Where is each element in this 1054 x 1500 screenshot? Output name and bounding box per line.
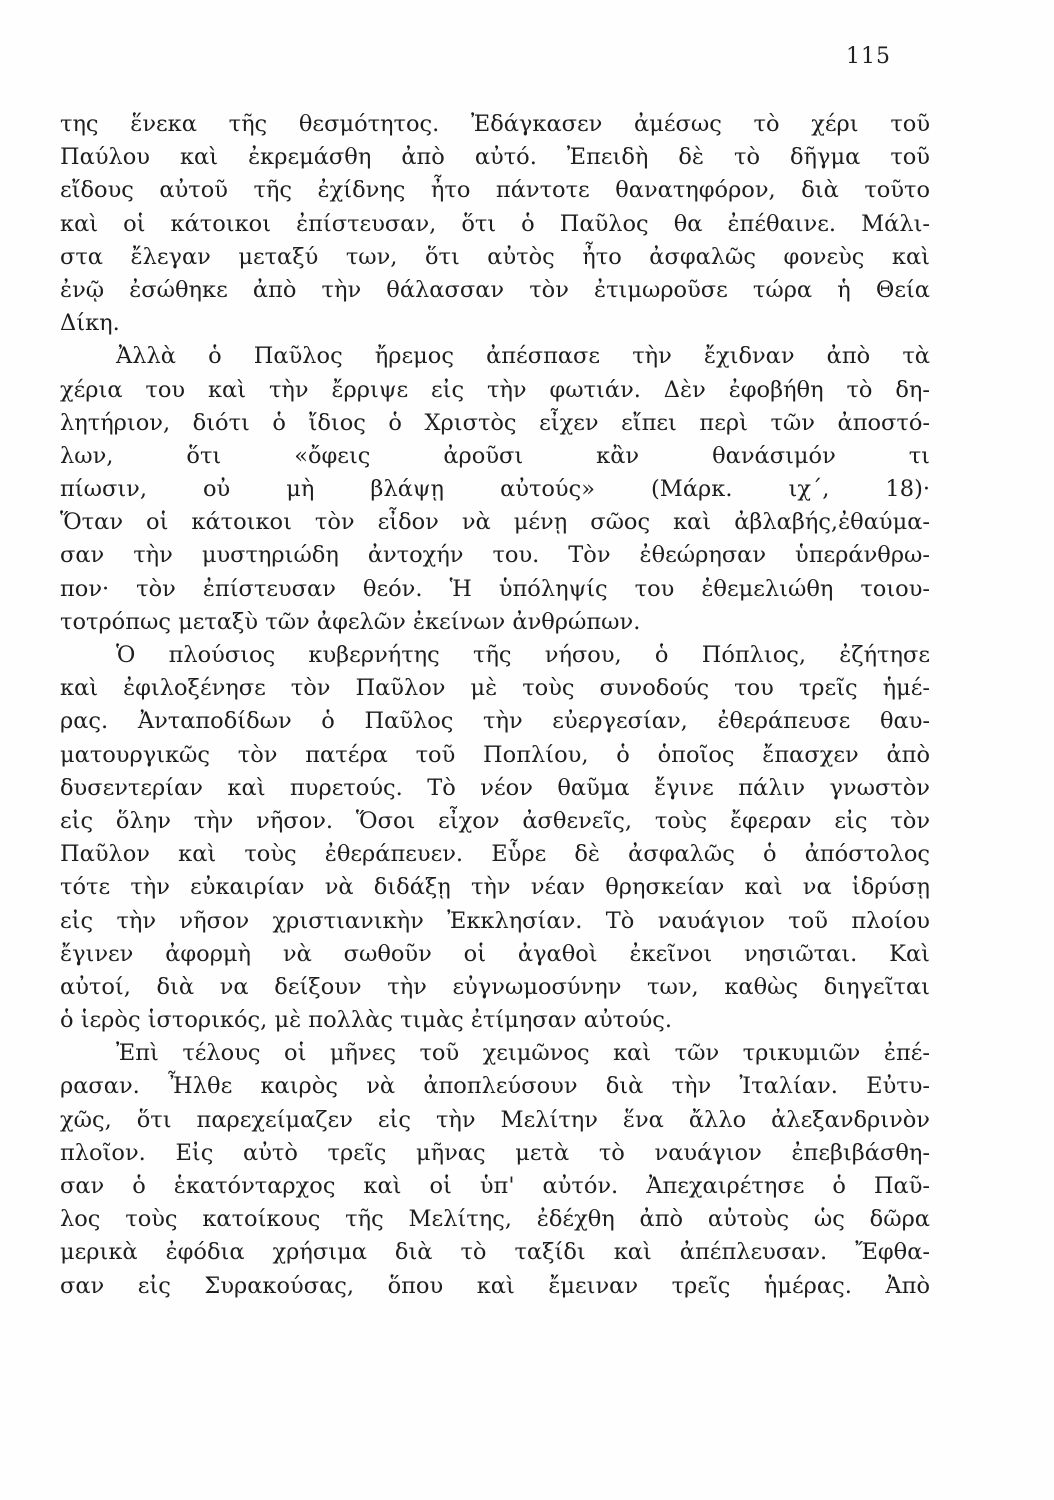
text-line: εἰς τὴν νῆσον χριστιανικὴν Ἐκκλησίαν. Τὸ ναυάγιον τοῦ πλοίου	[60, 907, 930, 934]
text-line: λητήριον, διότι ὁ ἴδιος ὁ Χριστὸς εἶχεν εἴπει περὶ τῶν ἀποστό-	[60, 409, 930, 436]
text-line: πλοῖον. Εἰς αὐτὸ τρεῖς μῆνας μετὰ τὸ ναυάγιον ἐπεβιβάσθη-	[60, 1139, 930, 1166]
text-line: σαν εἰς Συρακούσας, ὅπου καὶ ἔμειναν τρεῖς ἡμέρας. Ἀπὸ	[60, 1272, 930, 1299]
text-line: τότε τὴν εὐκαιρίαν νὰ διδάξῃ τὴν νέαν θρησκείαν καὶ να ἱδρύσῃ	[60, 874, 930, 901]
text-line: σαν ὁ ἑκατόνταρχος καὶ οἱ ὑπ' αὐτόν. Ἀπεχαιρέτησε ὁ Παῦ-	[60, 1173, 930, 1199]
text-line: λων, ὅτι «ὄφεις ἀροῦσι κἂν θανάσιμόν τι	[60, 442, 930, 469]
text-line: Δίκη.	[60, 310, 120, 337]
text-line: ὁ ἱερὸς ἱστορικός, μὲ πολλὰς τιμὰς ἐτίμησαν αὐτούς.	[60, 1007, 673, 1034]
text-line: αὐτοί, διὰ να δείξουν τὴν εὐγνωμοσύνην των, καθὼς διηγεῖται	[60, 973, 930, 1000]
text-line: τοτρόπως μεταξὺ τῶν ἀφελῶν ἐκείνων ἀνθρώπων.	[60, 608, 641, 635]
text-line: Ἀλλὰ ὁ Παῦλος ἤρεμος ἀπέσπασε τὴν ἔχιδναν ἀπὸ τὰ	[116, 343, 930, 370]
text-line: Παῦλον καὶ τοὺς ἐθεράπευεν. Εὗρε δὲ ἀσφαλῶς ὁ ἀπόστολος	[60, 841, 930, 868]
body-text	[60, 108, 930, 1303]
text-line: Παύλου καὶ ἐκρεμάσθη ἀπὸ αὐτό. Ἐπειδὴ δὲ τὸ δῆγμα τοῦ	[60, 144, 930, 171]
text-line: Ὁ πλούσιος κυβερνήτης τῆς νήσου, ὁ Πόπλιος, ἐζήτησε	[116, 642, 930, 668]
text-line: μερικὰ ἐφόδια χρήσιμα διὰ τὸ ταξίδι καὶ ἀπέπλευσαν. Ἔφθα-	[60, 1239, 930, 1266]
text-line: ἔγινεν ἀφορμὴ νὰ σωθοῦν οἱ ἀγαθοὶ ἐκεῖνοι νησιῶται. Καὶ	[60, 940, 930, 967]
text-line: σαν τὴν μυστηριώδη ἀντοχήν του. Τὸν ἐθεώρησαν ὑπεράνθρω-	[60, 542, 930, 569]
text-line: ρασαν. Ἦλθε καιρὸς νὰ ἀποπλεύσουν διὰ τὴν Ἰταλίαν. Εὐτυ-	[60, 1073, 930, 1100]
page-number: 115	[846, 44, 891, 69]
text-line: χῶς, ὅτι παρεχείμαζεν εἰς τὴν Μελίτην ἕνα ἄλλο ἀλεξανδρινὸν	[60, 1106, 930, 1133]
text-line: στα ἔλεγαν μεταξύ των, ὅτι αὐτὸς ἦτο ἀσφαλῶς φονεὺς καὶ	[60, 243, 930, 270]
text-line: ἐνῷ ἐσώθηκε ἀπὸ τὴν θάλασσαν τὸν ἐτιμωροῦσε τώρα ἡ Θεία	[60, 276, 930, 303]
text-line: δυσεντερίαν καὶ πυρετούς. Τὸ νέον θαῦμα ἔγινε πάλιν γνωστὸν	[60, 774, 930, 801]
text-line: Ὅταν οἱ κάτοικοι τὸν εἶδον νὰ μένῃ σῶος καὶ ἀβλαβής,ἐθαύμα-	[60, 509, 930, 536]
text-line: ματουργικῶς τὸν πατέρα τοῦ Ποπλίου, ὁ ὁποῖος ἔπασχεν ἀπὸ	[60, 741, 930, 768]
text-line: καὶ ἐφιλοξένησε τὸν Παῦλον μὲ τοὺς συνοδούς του τρεῖς ἡμέ-	[60, 675, 930, 702]
text-line: πίωσιν, οὐ μὴ βλάψῃ αὐτούς» (Μάρκ. ιχ΄, 18)·	[60, 476, 930, 503]
text-line: ρας. Ἀνταποδίδων ὁ Παῦλος τὴν εὐεργεσίαν, ἐθεράπευσε θαυ-	[60, 708, 930, 735]
text-line: καὶ οἱ κάτοικοι ἐπίστευσαν, ὅτι ὁ Παῦλος θα ἐπέθαινε. Μάλι-	[60, 210, 930, 237]
text-line: εἴδους αὐτοῦ τῆς ἐχίδνης ἦτο πάντοτε θανατηφόρον, διὰ τοῦτο	[60, 177, 930, 204]
text-line: Ἐπὶ τέλους οἱ μῆνες τοῦ χειμῶνος καὶ τῶν τρικυμιῶν ἐπέ-	[116, 1040, 930, 1067]
text-line: πον· τὸν ἐπίστευσαν θεόν. Ἡ ὑπόληψίς του ἐθεμελιώθη τοιου-	[60, 575, 930, 602]
text-line: της ἕνεκα τῆς θεσμότητος. Ἐδάγκασεν ἀμέσως τὸ χέρι τοῦ	[60, 111, 930, 137]
text-line: εἰς ὅλην τὴν νῆσον. Ὅσοι εἶχον ἀσθενεῖς, τοὺς ἔφεραν εἰς τὸν	[60, 807, 930, 834]
text-line: λος τοὺς κατοίκους τῆς Μελίτης, ἐδέχθη ἀπὸ αὐτοὺς ὡς δῶρα	[60, 1206, 930, 1233]
text-line: χέρια του καὶ τὴν ἔρριψε εἰς τὴν φωτιάν. Δὲν ἐφοβήθη τὸ δη-	[60, 376, 930, 403]
